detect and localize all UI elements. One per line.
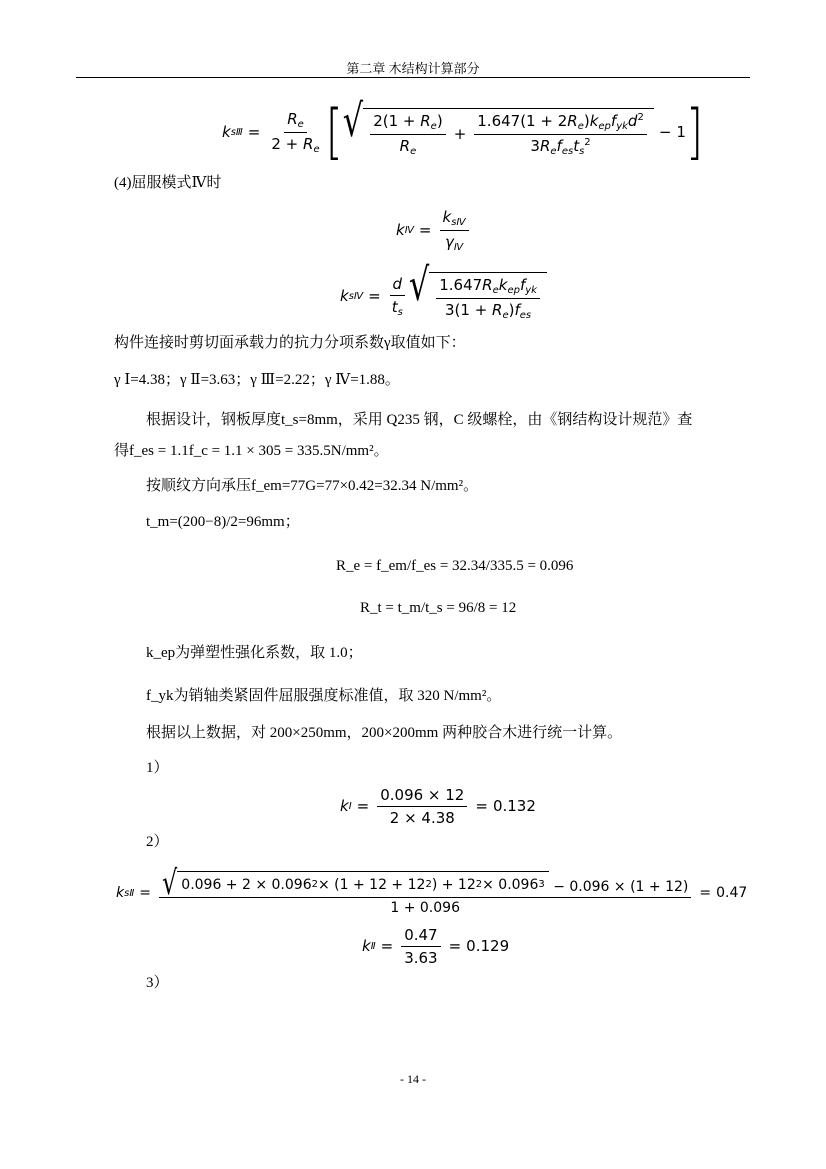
page-number: - 14 -	[400, 1072, 426, 1086]
step-3-label: 3）	[146, 975, 169, 991]
fyk-line: f_yk为销轴类紧固件屈服强度标准值，取 320 N/mm²。	[146, 688, 502, 704]
step-2-label: 2）	[146, 834, 169, 850]
calc-intro: 根据以上数据，对 200×250mm，200×200mm 两种胶合木进行统一计算。	[146, 725, 623, 741]
equation-ks4: k sⅣ = $\frac{d}{t_s}$ √ $\frac{1.647R_ek_{ep}f_{yk}}{3(1 + R_e)f_{es}}$	[340, 268, 547, 324]
step-1-label: 1）	[146, 760, 169, 776]
design-line-2: 得f_es = 1.1f_c = 1.1 × 305 = 335.5N/mm²。	[114, 443, 389, 459]
ks2-result: 0.47	[716, 885, 748, 901]
mode4-title: (4)屈服模式Ⅳ时	[114, 175, 222, 191]
Rt-equation: R_t = t_m/t_s = 96/8 = 12	[360, 600, 517, 616]
gamma-intro: 构件连接时剪切面承载力的抗力分项系数γ取值如下：	[114, 335, 466, 351]
kep-line: k_ep为弹塑性强化系数，取 1.0；	[146, 645, 363, 661]
fem-line: 按顺纹方向承压f_em=77G=77×0.42=32.34 N/mm²。	[146, 478, 479, 494]
equation-ks3: k sⅢ = $\frac{R_e}{2 + R_e}$ [ √ $\frac{2(1 + R_e)}{R_e}$ + $\frac{1.647(1 + 2R_e)k_{ep}f_{yk}d^2}{3R_ef_{es}t_s^2}$ − 1 ]	[222, 93, 704, 167]
Re-equation: R_e = f_em/f_es = 32.34/335.5 = 0.096	[336, 558, 574, 574]
tm-line: t_m=(200−8)/2=96mm；	[146, 514, 300, 530]
equation-ks2-calc: k sⅡ = √ 0.096 + 2 × 0.096 2 × (1 + 12 + 12 2 ) + 12 2 × 0.096 3 − 0.096 × (1 + 12) 1 + 0.096 = 0.47	[116, 862, 748, 916]
equation-k2-calc: k Ⅱ = $\frac{0.47}{3.63}$ = 0.129	[362, 925, 510, 967]
k2-result: 0.129	[466, 937, 510, 955]
k1-result: 0.132	[492, 797, 536, 815]
gamma-values: γ Ⅰ=4.38；γ Ⅱ=3.63；γ Ⅲ=2.22；γ Ⅳ=1.88。	[114, 372, 400, 388]
equation-k4: k Ⅳ = $\frac{k_{sⅣ}}{\gamma_Ⅳ}$	[396, 204, 472, 256]
header-rule	[76, 77, 750, 78]
equation-k1-calc: k Ⅰ = $\frac{0.096 \times 12}{2 \times 4.38}$ = 0.132	[340, 785, 536, 827]
design-line-1: 根据设计，钢板厚度t_s=8mm，采用 Q235 钢，C 级螺栓，由《钢结构设计规范》查	[146, 412, 693, 428]
page-header: 第二章 木结构计算部分	[346, 61, 480, 76]
